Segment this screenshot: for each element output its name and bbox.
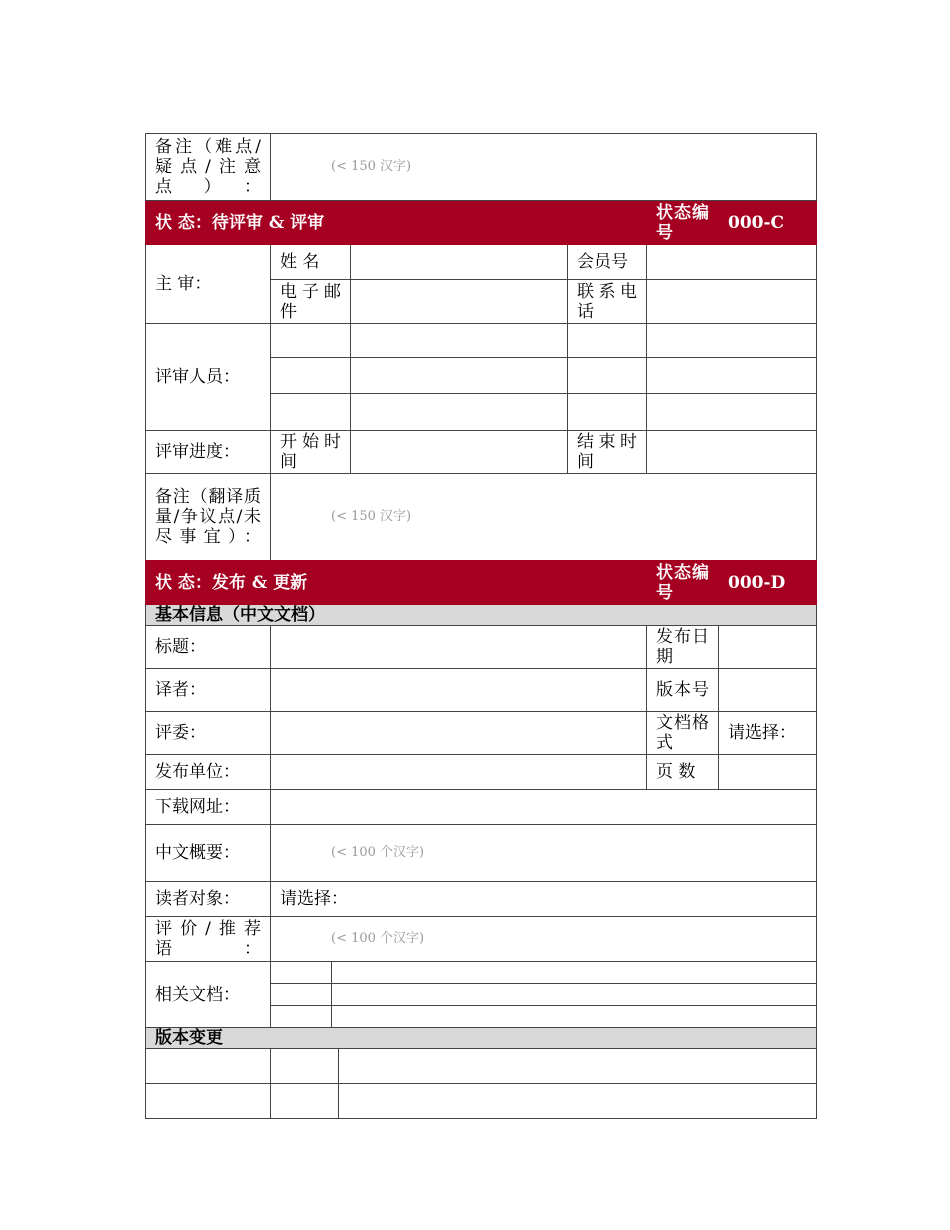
reviewer-cell[interactable] — [568, 394, 647, 431]
change-cell[interactable] — [271, 1049, 339, 1084]
status-code-label: 状态编号 — [647, 201, 719, 245]
phone-label: 联系电话 — [568, 280, 647, 324]
format-label: 文档格式 — [647, 712, 719, 755]
summary-input[interactable]: (< 100 个汉字) — [271, 825, 817, 882]
change-cell[interactable] — [146, 1049, 271, 1084]
committee-field[interactable] — [271, 712, 647, 755]
title-label: 标题： — [146, 626, 271, 669]
member-field[interactable] — [647, 245, 817, 280]
committee-label: 评委： — [146, 712, 271, 755]
pub-date-field[interactable] — [719, 626, 817, 669]
reviewer-cell[interactable] — [647, 324, 817, 358]
pub-date-label: 发布日期 — [647, 626, 719, 669]
reviewers-label: 评审人员： — [146, 324, 271, 431]
translator-field[interactable] — [271, 669, 647, 712]
related-cell[interactable] — [271, 962, 332, 984]
title-field[interactable] — [271, 626, 647, 669]
change-cell[interactable] — [339, 1049, 817, 1084]
section-title: 版本变更 — [146, 1028, 817, 1049]
audience-select[interactable]: 请选择： — [271, 882, 817, 917]
changes-table — [145, 1027, 817, 1119]
change-cell[interactable] — [339, 1084, 817, 1119]
changes-header — [146, 1028, 817, 1049]
related-cell[interactable] — [332, 962, 817, 984]
version-label: 版本号 — [647, 669, 719, 712]
progress-label: 评审进度： — [146, 431, 271, 474]
publisher-field[interactable] — [271, 755, 647, 790]
reviewer-cell[interactable] — [568, 358, 647, 394]
comment-input[interactable]: (< 100 个汉字) — [271, 917, 817, 962]
format-select[interactable]: 请选择： — [719, 712, 817, 755]
reviewer-cell[interactable] — [647, 394, 817, 431]
translator-label: 译者： — [146, 669, 271, 712]
reviewer-cell[interactable] — [271, 324, 351, 358]
related-table — [145, 961, 817, 1028]
publisher-label: 发布单位： — [146, 755, 271, 790]
start-time-field[interactable] — [351, 431, 568, 474]
reviewer-cell[interactable] — [351, 394, 568, 431]
reviewer-cell[interactable] — [351, 358, 568, 394]
name-label: 姓 名 — [271, 245, 351, 280]
document-form — [145, 133, 816, 1119]
status-label: 状 态：发布 & 更新 — [146, 561, 647, 605]
status-label: 状 态：待评审 & 评审 — [146, 201, 647, 245]
reviewer-cell[interactable] — [568, 324, 647, 358]
remark-input[interactable]: (< 150 汉字) — [271, 134, 817, 201]
email-field[interactable] — [351, 280, 568, 324]
reviewer-cell[interactable] — [351, 324, 568, 358]
end-time-label: 结束时间 — [568, 431, 647, 474]
remark-label: 备注（难点/疑点/注意点）： — [146, 134, 271, 201]
publish-table — [145, 560, 817, 962]
status-code: 000-D — [719, 561, 817, 605]
basic-info-header — [146, 605, 817, 626]
pages-label: 页 数 — [647, 755, 719, 790]
end-time-field[interactable] — [647, 431, 817, 474]
summary-label: 中文概要： — [146, 825, 271, 882]
status-bar-c — [146, 201, 817, 245]
status-code-label: 状态编号 — [647, 561, 719, 605]
review-remark-label: 备注（翻译质量/争议点/未尽事宜）： — [146, 474, 271, 561]
reviewer-cell[interactable] — [271, 394, 351, 431]
reviewer-cell[interactable] — [271, 358, 351, 394]
related-label: 相关文档： — [146, 962, 271, 1028]
email-label: 电子邮件 — [271, 280, 351, 324]
start-time-label: 开始时间 — [271, 431, 351, 474]
version-field[interactable] — [719, 669, 817, 712]
audience-label: 读者对象： — [146, 882, 271, 917]
status-bar-d — [146, 561, 817, 605]
section-title: 基本信息（中文文档） — [146, 605, 817, 626]
chief-reviewer-label: 主 审： — [146, 245, 271, 324]
reviewer-cell[interactable] — [647, 358, 817, 394]
pages-field[interactable] — [719, 755, 817, 790]
related-cell[interactable] — [332, 984, 817, 1006]
download-label: 下载网址： — [146, 790, 271, 825]
download-field[interactable] — [271, 790, 817, 825]
change-cell[interactable] — [146, 1084, 271, 1119]
status-code: 000-C — [719, 201, 817, 245]
name-field[interactable] — [351, 245, 568, 280]
related-cell[interactable] — [271, 984, 332, 1006]
phone-field[interactable] — [647, 280, 817, 324]
review-table — [145, 133, 817, 561]
member-label: 会员号 — [568, 245, 647, 280]
related-cell[interactable] — [332, 1006, 817, 1028]
comment-label: 评价/推荐语： — [146, 917, 271, 962]
change-cell[interactable] — [271, 1084, 339, 1119]
review-remark-input[interactable]: (< 150 汉字) — [271, 474, 817, 561]
related-cell[interactable] — [271, 1006, 332, 1028]
